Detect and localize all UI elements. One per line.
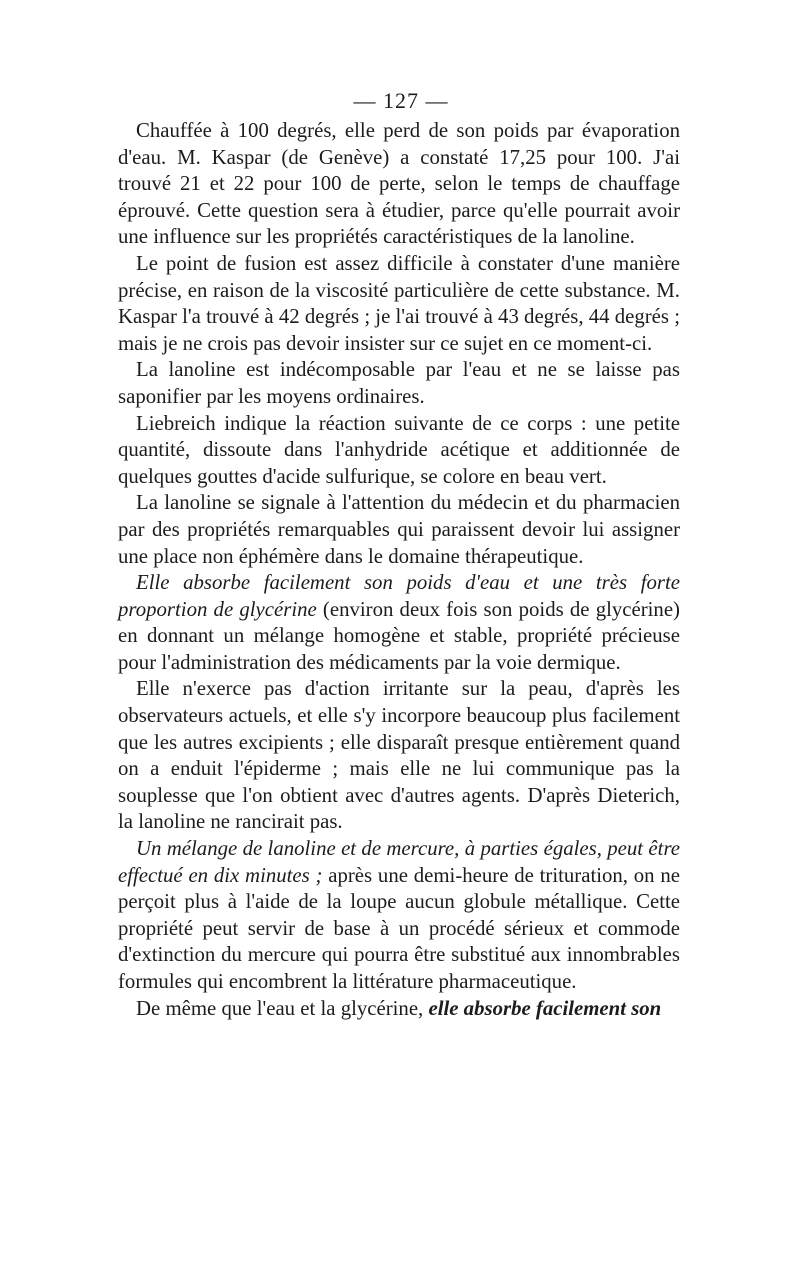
paragraph-text: après une demi-heure de trituration, on ne perçoit plus à l'aide de la loupe aucun globule métallique. Cette propriété peut servir de base à un procédé sérieux et commode d'extinction du mercure qui pourra être substitué aux innombrables formules qui encombrent la littérature pharmaceutique. bbox=[118, 863, 680, 993]
paragraph-text: (environ deux fois son poids de glycérine) en donnant un mélange homogène et stable, propriété précieuse pour l'administration des médicaments par la voie dermique. bbox=[118, 597, 680, 674]
paragraph-2 bbox=[118, 251, 680, 357]
page-number: — 127 — bbox=[353, 88, 449, 113]
paragraph-italic-lead: Elle absorbe facilement son poids d'eau et une très forte proportion de glycérine bbox=[118, 571, 680, 621]
paragraph-4 bbox=[118, 411, 680, 491]
paragraph-italic-end: elle absorbe facilement son bbox=[428, 996, 662, 1020]
paragraph-6 bbox=[118, 570, 680, 676]
paragraph-italic-lead: Un mélange de lanoline et de mercure, à parties égales, peut être effectué en dix minutes ; bbox=[118, 837, 680, 887]
paragraph-5 bbox=[118, 490, 680, 570]
paragraph-8 bbox=[118, 836, 680, 996]
paragraph-text: La lanoline est indécomposable par l'eau et ne se laisse pas saponifier par les moyens ordinaires. bbox=[118, 358, 680, 408]
paragraph-3 bbox=[118, 357, 680, 410]
paragraph-1 bbox=[118, 118, 680, 251]
paragraph-text: Chauffée à 100 degrés, elle perd de son poids par évaporation d'eau. M. Kaspar (de Genève) a constaté 17,25 pour 100. J'ai trouvé 21 et 22 pour 100 de perte, selon le temps de chauffage éprouvé. Cette question sera à étudier, parce qu'elle pourrait avoir une influence sur les propriétés caractéristiques de la lanoline. bbox=[118, 119, 680, 249]
paragraph-7 bbox=[118, 676, 680, 836]
paragraph-text: La lanoline se signale à l'attention du médecin et du pharmacien par des propriétés remarquables qui paraissent devoir lui assigner une place non éphémère dans le domaine thérapeutique. bbox=[118, 491, 680, 568]
paragraph-text: Le point de fusion est assez difficile à constater d'une manière précise, en raison de la viscosité particulière de cette substance. M. Kaspar l'a trouvé à 42 degrés ; je l'ai trouvé à 43 degrés, 44 degrés ; mais je ne crois pas devoir insister sur ce sujet en ce moment-ci. bbox=[118, 251, 680, 355]
paragraph-text: Elle n'exerce pas d'action irritante sur la peau, d'après les observateurs actuels, et elle s'y incorpore beaucoup plus facilement que les autres excipients ; elle disparaît presque entièrement quand on a enduit l'épiderme ; mais elle ne lui communique pas la souplesse que l'on obtient avec d'autres agents. D'après Dieterich, la lanoline ne rancirait pas. bbox=[118, 677, 680, 834]
paragraph-text: Liebreich indique la réaction suivante de ce corps : une petite quantité, dissoute dans l'anhydride acétique et additionnée de quelques gouttes d'acide sulfurique, se colore en beau vert. bbox=[118, 411, 680, 488]
paragraph-9 bbox=[118, 996, 680, 1023]
document-page bbox=[118, 84, 680, 1022]
paragraph-text: De même que l'eau et la glycérine, bbox=[136, 996, 429, 1020]
